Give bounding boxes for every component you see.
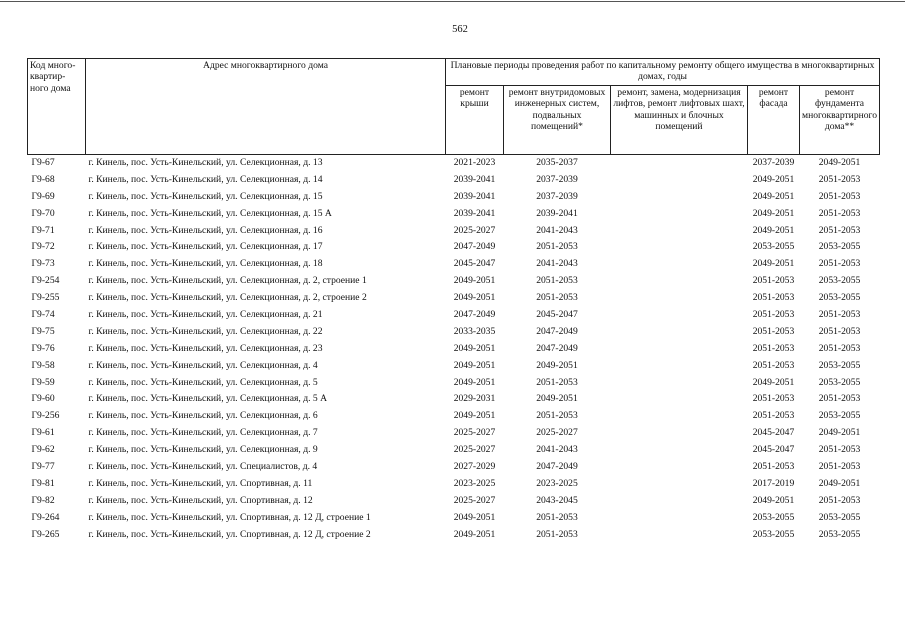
- cell-foundation: 2051-2053: [818, 393, 861, 405]
- cell-lifts: [611, 225, 748, 242]
- cell-code: Г9-264: [31, 511, 60, 523]
- cell-foundation: 2053-2055: [818, 410, 861, 422]
- table-row: [28, 529, 880, 546]
- cell-address: г. Кинель, пос. Усть-Кинельский, ул. Селекционная, д. 9: [88, 444, 318, 456]
- cell-roof: 2049-2051: [453, 410, 496, 422]
- cell-foundation: 2051-2053: [818, 207, 861, 219]
- cell-lifts: [611, 444, 748, 461]
- cell-facade: 2051-2053: [752, 309, 795, 321]
- cell-engineering: 2047-2049: [536, 325, 578, 337]
- cell-foundation: 2051-2053: [818, 258, 861, 270]
- cell-address: г. Кинель, пос. Усть-Кинельский, ул. Селекционная, д. 15 А: [88, 207, 332, 219]
- cell-code: Г9-73: [31, 258, 55, 270]
- table-row: [28, 326, 880, 343]
- cell-code: Г9-82: [31, 494, 55, 506]
- cell-lifts: [611, 275, 748, 292]
- cell-roof: 2025-2027: [453, 224, 496, 236]
- table-row: [28, 225, 880, 242]
- cell-engineering: 2045-2047: [536, 309, 578, 321]
- table-row: [28, 478, 880, 495]
- table-row: [28, 444, 880, 461]
- cell-lifts: [611, 309, 748, 326]
- cell-engineering: 2041-2043: [536, 444, 578, 456]
- cell-foundation: 2051-2053: [818, 342, 861, 354]
- table-row: [28, 174, 880, 191]
- cell-roof: 2049-2051: [453, 342, 496, 354]
- table-row: [28, 343, 880, 360]
- cell-roof: 2049-2051: [453, 511, 496, 523]
- cell-facade: 2053-2055: [752, 528, 795, 540]
- cell-facade: 2049-2051: [752, 190, 795, 202]
- cell-facade: 2049-2051: [752, 224, 795, 236]
- cell-code: Г9-62: [31, 444, 55, 456]
- cell-roof: 2027-2029: [453, 461, 496, 473]
- cell-facade: 2051-2053: [752, 393, 795, 405]
- cell-address: г. Кинель, пос. Усть-Кинельский, ул. Специалистов, д. 4: [88, 461, 318, 473]
- cell-lifts: [611, 360, 748, 377]
- cell-address: г. Кинель, пос. Усть-Кинельский, ул. Селекционная, д. 4: [88, 359, 318, 371]
- table-row: [28, 495, 880, 512]
- cell-address: г. Кинель, пос. Усть-Кинельский, ул. Селекционная, д. 14: [88, 173, 323, 185]
- cell-code: Г9-67: [31, 157, 55, 168]
- cell-lifts: [611, 292, 748, 309]
- cell-address: г. Кинель, пос. Усть-Кинельский, ул. Селекционная, д. 15: [88, 190, 323, 202]
- cell-address: г. Кинель, пос. Усть-Кинельский, ул. Селекционная, д. 13: [88, 157, 323, 168]
- cell-code: Г9-77: [31, 461, 55, 473]
- cell-address: г. Кинель, пос. Усть-Кинельский, ул. Селекционная, д. 23: [88, 342, 323, 354]
- cell-facade: 2053-2055: [752, 241, 795, 253]
- cell-address: г. Кинель, пос. Усть-Кинельский, ул. Спортивная, д. 12: [88, 494, 313, 506]
- header-row-top: [28, 59, 880, 86]
- cell-engineering: 2043-2045: [536, 494, 578, 506]
- cell-lifts: [611, 529, 748, 546]
- table-row: [28, 427, 880, 444]
- cell-foundation: 2051-2053: [818, 190, 861, 202]
- cell-engineering: 2047-2049: [536, 461, 578, 473]
- cell-foundation: 2053-2055: [818, 376, 861, 388]
- cell-lifts: [611, 208, 748, 225]
- table-row: [28, 258, 880, 275]
- cell-address: г. Кинель, пос. Усть-Кинельский, ул. Селекционная, д. 2, строение 2: [88, 292, 367, 304]
- cell-engineering: 2041-2043: [536, 258, 578, 270]
- cell-lifts: [611, 427, 748, 444]
- cell-foundation: 2051-2053: [818, 309, 861, 321]
- header-foundation: ремонт фундамента многоквартирного дома**: [800, 86, 880, 155]
- header-facade: ремонт фасада: [748, 86, 800, 155]
- table-row: [28, 292, 880, 309]
- cell-foundation: 2051-2053: [818, 173, 861, 185]
- cell-facade: 2049-2051: [752, 258, 795, 270]
- cell-facade: 2037-2039: [752, 157, 795, 168]
- cell-foundation: 2051-2053: [818, 494, 861, 506]
- cell-address: г. Кинель, пос. Усть-Кинельский, ул. Селекционная, д. 16: [88, 224, 323, 236]
- table-row: [28, 377, 880, 394]
- cell-foundation: 2049-2051: [818, 157, 861, 168]
- cell-address: г. Кинель, пос. Усть-Кинельский, ул. Селекционная, д. 17: [88, 241, 323, 253]
- table-body: [28, 155, 880, 546]
- cell-roof: 2025-2027: [453, 427, 496, 439]
- cell-engineering: 2051-2053: [536, 410, 578, 422]
- cell-roof: 2025-2027: [453, 444, 496, 456]
- cell-address: г. Кинель, пос. Усть-Кинельский, ул. Селекционная, д. 6: [88, 410, 318, 422]
- cell-roof: 2029-2031: [453, 393, 496, 405]
- cell-foundation: 2051-2053: [818, 444, 861, 456]
- cell-engineering: 2037-2039: [536, 190, 578, 202]
- cell-facade: 2053-2055: [752, 511, 795, 523]
- cell-lifts: [611, 461, 748, 478]
- cell-roof: 2049-2051: [453, 376, 496, 388]
- header-code: Код много-квартир-ного дома: [28, 59, 86, 155]
- cell-facade: 2049-2051: [752, 173, 795, 185]
- cell-facade: 2049-2051: [752, 207, 795, 219]
- cell-facade: 2051-2053: [752, 342, 795, 354]
- cell-code: Г9-72: [31, 241, 55, 253]
- cell-roof: 2039-2041: [453, 207, 496, 219]
- cell-lifts: [611, 495, 748, 512]
- cell-engineering: 2025-2027: [536, 427, 578, 439]
- cell-roof: 2039-2041: [453, 173, 496, 185]
- cell-engineering: 2051-2053: [536, 528, 578, 540]
- cell-lifts: [611, 410, 748, 427]
- cell-engineering: 2051-2053: [536, 275, 578, 287]
- cell-facade: 2045-2047: [752, 444, 795, 456]
- cell-lifts: [611, 478, 748, 495]
- header-lifts: ремонт, замена, модернизация лифтов, ремонт лифтовых шахт, машинных и блочных помещений: [611, 86, 748, 155]
- cell-code: Г9-71: [31, 224, 55, 236]
- cell-roof: 2049-2051: [453, 292, 496, 304]
- cell-engineering: 2051-2053: [536, 511, 578, 523]
- cell-address: г. Кинель, пос. Усть-Кинельский, ул. Селекционная, д. 2, строение 1: [88, 275, 367, 287]
- cell-code: Г9-58: [31, 359, 55, 371]
- header-address: Адрес многоквартирного дома: [86, 59, 446, 155]
- cell-address: г. Кинель, пос. Усть-Кинельский, ул. Селекционная, д. 5 А: [88, 393, 328, 405]
- cell-facade: 2017-2019: [752, 477, 795, 489]
- cell-code: Г9-74: [31, 309, 55, 321]
- cell-facade: 2051-2053: [752, 410, 795, 422]
- cell-address: г. Кинель, пос. Усть-Кинельский, ул. Спортивная, д. 12 Д, строение 1: [88, 511, 371, 523]
- page-number: 562: [452, 24, 468, 35]
- capital-repair-schedule-table: [27, 58, 880, 545]
- cell-foundation: 2053-2055: [818, 359, 861, 371]
- cell-engineering: 2051-2053: [536, 376, 578, 388]
- cell-foundation: 2053-2055: [818, 528, 861, 540]
- cell-code: Г9-61: [31, 427, 55, 439]
- table-row: [28, 360, 880, 377]
- cell-code: Г9-60: [31, 393, 55, 405]
- cell-lifts: [611, 258, 748, 275]
- cell-foundation: 2051-2053: [818, 325, 861, 337]
- cell-foundation: 2051-2053: [818, 224, 861, 236]
- cell-facade: 2051-2053: [752, 275, 795, 287]
- cell-code: Г9-255: [31, 292, 60, 304]
- table-row: [28, 191, 880, 208]
- cell-engineering: 2041-2043: [536, 224, 578, 236]
- cell-code: Г9-254: [31, 275, 60, 287]
- cell-facade: 2049-2051: [752, 376, 795, 388]
- header-engineering: ремонт внутридомовых инженерных систем, подвальных помещений*: [504, 86, 611, 155]
- cell-roof: 2021-2023: [453, 157, 496, 168]
- cell-roof: 2025-2027: [453, 494, 496, 506]
- cell-lifts: [611, 377, 748, 394]
- cell-lifts: [611, 343, 748, 360]
- table-row: [28, 208, 880, 225]
- header-periods: Плановые периоды проведения работ по капитальному ремонту общего имущества в многоквартирных домах, годы: [446, 59, 880, 86]
- cell-foundation: 2053-2055: [818, 511, 861, 523]
- cell-engineering: 2037-2039: [536, 173, 578, 185]
- cell-code: Г9-68: [31, 173, 55, 185]
- cell-address: г. Кинель, пос. Усть-Кинельский, ул. Селекционная, д. 18: [88, 258, 323, 270]
- cell-lifts: [611, 241, 748, 258]
- cell-lifts: [611, 326, 748, 343]
- cell-foundation: 2053-2055: [818, 275, 861, 287]
- cell-facade: 2051-2053: [752, 325, 795, 337]
- table-row: [28, 309, 880, 326]
- table-row: [28, 461, 880, 478]
- table-row: [28, 155, 880, 174]
- table-row: [28, 393, 880, 410]
- cell-code: Г9-256: [31, 410, 60, 422]
- top-border-line: [0, 1, 905, 2]
- cell-roof: 2033-2035: [453, 325, 496, 337]
- cell-roof: 2049-2051: [453, 528, 496, 540]
- cell-address: г. Кинель, пос. Усть-Кинельский, ул. Селекционная, д. 21: [88, 309, 323, 321]
- cell-roof: 2039-2041: [453, 190, 496, 202]
- cell-engineering: 2051-2053: [536, 241, 578, 253]
- cell-lifts: [611, 174, 748, 191]
- cell-address: г. Кинель, пос. Усть-Кинельский, ул. Спортивная, д. 11: [88, 477, 313, 489]
- cell-facade: 2051-2053: [752, 359, 795, 371]
- cell-engineering: 2051-2053: [536, 292, 578, 304]
- cell-engineering: 2047-2049: [536, 342, 578, 354]
- cell-address: г. Кинель, пос. Усть-Кинельский, ул. Селекционная, д. 5: [88, 376, 318, 388]
- cell-facade: 2049-2051: [752, 494, 795, 506]
- cell-engineering: 2023-2025: [536, 477, 578, 489]
- cell-roof: 2045-2047: [453, 258, 496, 270]
- cell-foundation: 2049-2051: [818, 427, 861, 439]
- cell-code: Г9-265: [31, 528, 60, 540]
- cell-lifts: [611, 512, 748, 529]
- cell-lifts: [611, 191, 748, 208]
- cell-code: Г9-69: [31, 190, 55, 202]
- cell-engineering: 2035-2037: [536, 157, 578, 168]
- cell-lifts: [611, 155, 748, 174]
- cell-engineering: 2049-2051: [536, 393, 578, 405]
- cell-code: Г9-59: [31, 376, 55, 388]
- cell-foundation: 2051-2053: [818, 461, 861, 473]
- cell-roof: 2023-2025: [453, 477, 496, 489]
- cell-engineering: 2039-2041: [536, 207, 578, 219]
- cell-address: г. Кинель, пос. Усть-Кинельский, ул. Спортивная, д. 12 Д, строение 2: [88, 528, 371, 540]
- cell-facade: 2051-2053: [752, 461, 795, 473]
- cell-code: Г9-75: [31, 325, 55, 337]
- cell-address: г. Кинель, пос. Усть-Кинельский, ул. Селекционная, д. 22: [88, 325, 323, 337]
- cell-address: г. Кинель, пос. Усть-Кинельский, ул. Селекционная, д. 7: [88, 427, 318, 439]
- cell-roof: 2047-2049: [453, 241, 496, 253]
- cell-foundation: 2053-2055: [818, 241, 861, 253]
- cell-code: Г9-70: [31, 207, 55, 219]
- table-row: [28, 512, 880, 529]
- cell-roof: 2049-2051: [453, 275, 496, 287]
- header-roof: ремонт крыши: [446, 86, 504, 155]
- cell-foundation: 2049-2051: [818, 477, 861, 489]
- table-row: [28, 275, 880, 292]
- cell-engineering: 2049-2051: [536, 359, 578, 371]
- cell-facade: 2045-2047: [752, 427, 795, 439]
- cell-foundation: 2053-2055: [818, 292, 861, 304]
- cell-facade: 2051-2053: [752, 292, 795, 304]
- cell-roof: 2047-2049: [453, 309, 496, 321]
- cell-code: Г9-76: [31, 342, 55, 354]
- cell-lifts: [611, 393, 748, 410]
- cell-roof: 2049-2051: [453, 359, 496, 371]
- cell-code: Г9-81: [31, 477, 55, 489]
- table-row: [28, 241, 880, 258]
- table-row: [28, 410, 880, 427]
